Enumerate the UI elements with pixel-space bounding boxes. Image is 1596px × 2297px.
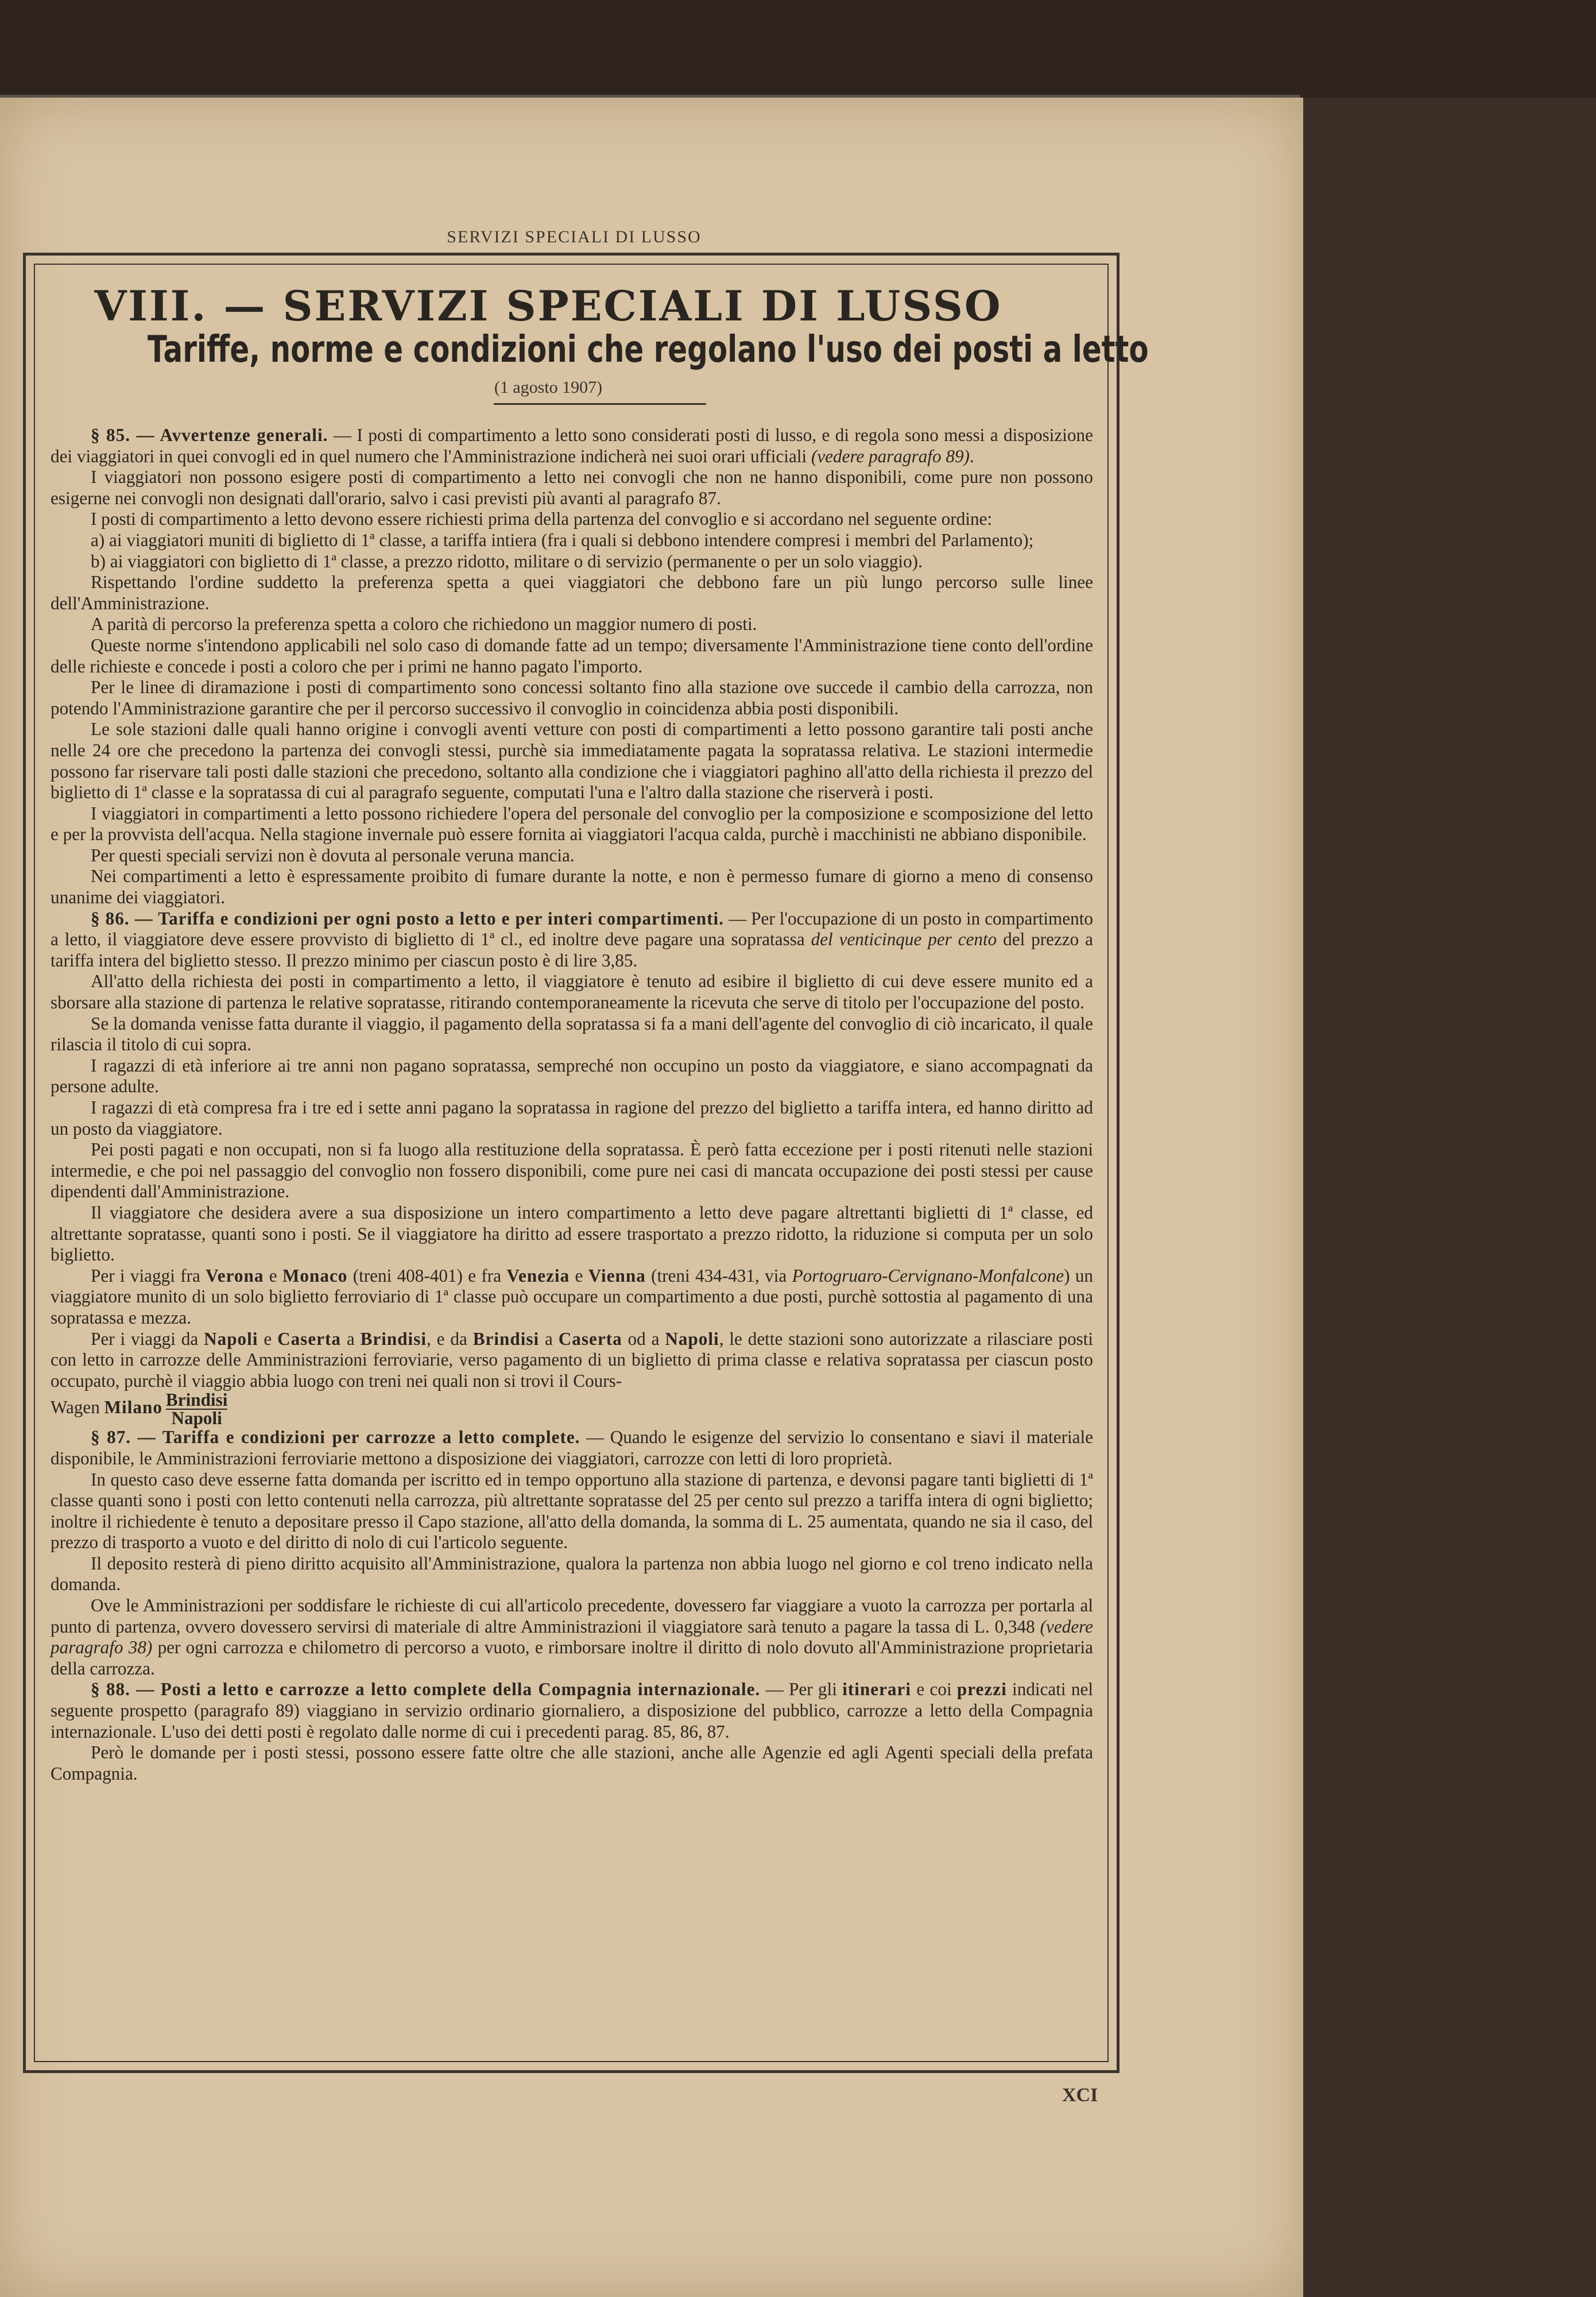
s85-paragraph-9: Per le linee di diramazione i posti di compartimento sono concessi soltanto fino alla stazione ove succede il cambio della carrozza, non potendo l'Amministrazione garantire che per il percorso successivo il convoglio in coincidenza abbia posti disponibili.: [51, 677, 1093, 718]
s87-paragraph-3: Il deposito resterà di pieno diritto acquisito all'Amministrazione, qualora la partenza non abbia luogo nel giorno e col treno indicato nella domanda.: [51, 1553, 1093, 1595]
body-text: [51, 425, 1093, 2067]
s87-paragraph-1: [51, 1427, 1093, 1469]
s88-itinerari: itinerari: [842, 1679, 912, 1700]
s88-p1-c: indicati nel seguente prospetto (paragrafo 89) viaggiano in servizio ordinario giornaliero, a disposizione del pubblico, carrozze a letto della Compagnia internazionale. L'uso dei detti posti è regolato dalle norme di cui i precedenti parag. 85, 86, 87.: [51, 1679, 1093, 1742]
s85-paragraph-10: Le sole stazioni dalle quali hanno origine i convogli aventi vetture con posti di compartimenti a letto possono garantire tali posti anche nelle 24 ore che precedono la partenza dei convogli stessi, purchè sia immediatamente pagata la sopratassa relativa. Le stazioni intermedie possono far riservare tali posti dalle stazioni che precedono, soltanto alla condizione che i viaggiatori paghino all'atto della richiesta il prezzo del biglietto di 1ª classe e la sopratassa di cui al paragrafo seguente, computati l'una e l'altro dalla stazione che riserverà i posti.: [51, 719, 1093, 803]
s86-p8-d: ) un viaggiatore munito di un solo biglietto ferroviario di 1ª classe può occupare un compartimento a due posti, purchè sottostia al pagamento di una sopratassa e mezza.: [51, 1265, 1094, 1328]
place-monaco: Monaco: [282, 1265, 348, 1286]
place-brindisi: Brindisi: [360, 1328, 427, 1349]
date: (1 agosto 1907): [494, 378, 603, 397]
s85-heading: § 85. — Avvertenze generali.: [91, 425, 328, 445]
s86-p1-end: del prezzo a tariffa intera del biglietto stesso. Il prezzo minimo per ciascun posto è di lire 3,85.: [51, 929, 1094, 970]
s86-paragraph-3: Se la domanda venisse fatta durante il viaggio, il pagamento della sopratassa si fa a mani dell'agente del convoglio di ciò incaricato, il quale rilascia il titolo di cui sopra.: [51, 1013, 1093, 1055]
place-napoli: Napoli: [204, 1328, 258, 1349]
page-number: XCI: [1062, 2085, 1098, 2106]
s88-heading: § 88. — Posti a letto e carrozze a letto complete della Compagnia internazionale.: [91, 1679, 761, 1700]
s86-p9-f: , le dette stazioni sono autorizzate a rilasciare posti con letto in carrozze delle Amministrazioni ferroviarie, verso pagamento di un biglietto di prima classe e relativa sopratassa per ciascun posto occupato, purchè il viaggio abbia luogo con treni nei quali non si trovi il Cours-: [51, 1328, 1094, 1391]
s86-p8-c: (treni 434-431, via: [645, 1265, 792, 1286]
place-vienna: Vienna: [588, 1265, 646, 1286]
wagen-label: Wagen: [51, 1397, 100, 1418]
background-strip: [0, 0, 1596, 98]
place-brindisi-2: Brindisi: [472, 1328, 540, 1349]
place-venezia: Venezia: [506, 1265, 570, 1286]
s86-p9-d: a: [539, 1328, 559, 1349]
subtitle: Tariffe, norme e condizioni che regolano l'uso dei posti a letto: [147, 328, 1149, 371]
route-via: Portogruaro-Cervignano-Monfalcone: [792, 1265, 1064, 1286]
s87-p1-text: — Quando le esigenze del servizio lo consentano e siavi il materiale disponibile, le Amministrazioni ferroviarie mettono a disposizione dei viaggiatori, carrozze con letti di loro proprietà.: [51, 1427, 1093, 1468]
s86-paragraph-2: All'atto della richiesta dei posti in compartimento a letto, il viaggiatore è tenuto ad esibire il biglietto di cui deve essere munito ed a sborsare alla stazione di partenza le relative sopratasse, ritirando contemporaneamente la ricevuta che serve di titolo per l'occupazione del posto.: [51, 971, 1093, 1013]
s88-paragraph-2: Però le domande per i posti stessi, possono essere fatte oltre che alle stazioni, anche alle Agenzie ed agli Agenti speciali della prefata Compagnia.: [51, 1742, 1093, 1784]
s85-paragraph-8: Queste norme s'intendono applicabili nel solo caso di domande fatte ad un tempo; diversamente l'Amministrazione tiene conto dell'ordine delle richieste e concede i posti a coloro che per i primi ne hanno pagato l'importo.: [51, 635, 1093, 676]
s86-p8-and-2: e: [570, 1265, 588, 1286]
route-numerator: Brindisi: [165, 1390, 228, 1410]
route-denominator: Napoli: [171, 1408, 222, 1429]
s85-paragraph-4: a) ai viaggiatori muniti di biglietto di 1ª classe, a tariffa intiera (fra i quali si debbono intendere compresi i membri del Parlamento);: [91, 529, 1034, 550]
s87-p4-ref: (vedere paragrafo 38): [51, 1616, 1093, 1658]
s86-p8-a: Per i viaggi fra: [91, 1265, 206, 1286]
s86-p9-and: e: [258, 1328, 278, 1349]
s86-paragraph-8: [51, 1266, 1093, 1329]
s85-paragraph-5: b) ai viaggiatori con biglietto di 1ª classe, a prezzo ridotto, militare o di servizio (permanente o per un solo viaggio).: [91, 551, 923, 571]
s88-p1-a: — Per gli: [760, 1679, 843, 1700]
s86-paragraph-7: Il viaggiatore che desidera avere a sua disposizione un intero compartimento a letto deve pagare altrettanti biglietti di 1ª classe, ed altrettante sopratasse, quanti sono i posti. Se il viaggiatore ha diritto ad essere trasportato a prezzo ridotto, la riduzione si computa per un solo biglietto.: [51, 1202, 1093, 1265]
place-napoli-2: Napoli: [665, 1328, 719, 1349]
s85-paragraph-6: Rispettando l'ordine suddetto la preferenza spetta a quei viaggiatori che debbono fare un più lungo percorso sulle linee dell'Amministrazione.: [51, 572, 1093, 613]
s86-p9-e: od a: [622, 1328, 665, 1349]
s87-paragraph-2: In questo caso deve esserne fatta domanda per iscritto ed in tempo opportuno alla stazione di partenza, e devonsi pagare tanti biglietti di 1ª classe quanti sono i posti con letto contenuti nella carrozza, più altrettante sopratasse del 25 per cento sul prezzo a tariffa intera di ogni biglietto; inoltre il richiedente è tenuto a depositare presso il Capo stazione, all'atto della domanda, la somma di L. 25 aumentata, quando ne sia il caso, del prezzo di trasporto a vuoto e del diritto di nolo di cui l'articolo seguente.: [51, 1469, 1093, 1553]
place-caserta: Caserta: [277, 1328, 341, 1349]
s85-paragraph-12: Per questi speciali servizi non è dovuta al personale veruna mancia.: [91, 845, 575, 865]
s85-paragraph-7: A parità di percorso la preferenza spetta a coloro che richiedono un maggior numero di posti.: [91, 614, 757, 635]
s85-p1-end: .: [969, 446, 974, 466]
s86-paragraph-10: [51, 1391, 1093, 1427]
s86-p1-text: — Per l'occupazione di un posto in compartimento a letto, il viaggiatore deve essere provvisto di biglietto di 1ª cl., ed inoltre deve pagare una sopratassa: [51, 908, 1093, 950]
place-caserta-2: Caserta: [558, 1328, 622, 1349]
s86-p9-b: a: [340, 1328, 361, 1349]
s86-p1-ref: del venticinque per cento: [811, 929, 997, 950]
s86-p9-a: Per i viaggi da: [91, 1328, 204, 1349]
s86-paragraph-9: [51, 1329, 1093, 1392]
s86-p9-c: , e da: [427, 1328, 473, 1349]
s85-paragraph-3: I posti di compartimento a letto devono essere richiesti prima della partenza del convoglio e si accordano nel seguente ordine:: [91, 509, 993, 529]
s86-paragraph-5: I ragazzi di età compresa fra i tre ed i sette anni pagano la sopratassa in ragione del prezzo del biglietto a tariffa intera, ed hanno diritto ad un posto da viaggiatore.: [51, 1097, 1093, 1139]
chapter-title: VIII. — SERVIZI SPECIALI DI LUSSO: [94, 281, 1002, 330]
s88-paragraph-1: [51, 1679, 1093, 1742]
s87-p4-b: per ogni carrozza e chilometro di percorso a vuoto, e rimborsare inoltre il diritto di nolo dovuto all'Amministrazione proprietaria della carrozza.: [51, 1637, 1094, 1679]
s87-p4-a: Ove le Amministrazioni per soddisfare le richieste di cui all'articolo precedente, dovessero far viaggiare a vuoto la carrozza per portarla al punto di partenza, ovvero dovessero servirsi di materiale di altre Amministrazioni il viaggiatore sarà tenuto a pagare la tassa di L. 0,348: [51, 1595, 1093, 1637]
s86-paragraph-1: [51, 908, 1093, 972]
s87-heading: § 87. — Tariffa e condizioni per carrozze a letto complete.: [91, 1427, 580, 1448]
s85-paragraph-11: I viaggiatori in compartimenti a letto possono richiedere l'opera del personale del convoglio per la composizione e scomposizione del letto e per la provvista dell'acqua. Nella stagione invernale può essere fornita ai viaggiatori l'acqua calda, purchè i macchinisti ne abbiano disponibile.: [51, 803, 1093, 845]
s86-paragraph-6: Pei posti pagati e non occupati, non si fa luogo alla restituzione della sopratassa. È però fatta eccezione per i posti ritenuti nelle stazioni intermedie, e che poi nel passaggio del convoglio non fossero disponibili, come pure nei casi di mancata occupazione dei posti stessi per cause dipendenti dall'Amministrazione.: [51, 1139, 1093, 1202]
s86-heading: § 86. — Tariffa e condizioni per ogni posto a letto e per interi compartimenti.: [91, 908, 724, 929]
s88-p1-b: e coi: [911, 1679, 957, 1700]
place-milano: Milano: [104, 1397, 162, 1418]
s85-paragraph-1: [51, 425, 1093, 467]
s86-paragraph-4: I ragazzi di età inferiore ai tre anni non pagano sopratassa, sempreché non occupino un posto da viaggiatore, e siano accompagnati da persone adulte.: [51, 1055, 1093, 1097]
place-verona: Verona: [206, 1265, 264, 1286]
s86-p8-and-1: e: [264, 1265, 282, 1286]
route-fraction: [166, 1391, 227, 1427]
title-rule: [494, 403, 706, 405]
s87-paragraph-4: [51, 1595, 1093, 1679]
s85-paragraph-13: Nei compartimenti a letto è espressamente proibito di fumare durante la notte, e non è permesso fumare di giorno a meno di consenso unanime dei viaggiatori.: [51, 866, 1093, 908]
s85-paragraph-2: I viaggiatori non possono esigere posti di compartimento a letto nei convogli che non ne hanno disponibili, come pure non possono esigerne nei convogli non designati dall'orario, salvo i casi previsti più avanti al paragrafo 87.: [51, 467, 1093, 508]
s85-p1-text: — I posti di compartimento a letto sono considerati posti di lusso, e di regola sono messi a disposizione dei viaggiatori in quei convogli ed in quel numero che l'Amministrazione indicherà nei suoi orari ufficiali: [51, 425, 1093, 466]
s86-p8-b: (treni 408-401) e fra: [347, 1265, 507, 1286]
s85-p1-ref: (vedere paragrafo 89): [811, 446, 970, 466]
s88-prezzi: prezzi: [956, 1679, 1007, 1700]
running-head: SERVIZI SPECIALI DI LUSSO: [447, 227, 702, 246]
